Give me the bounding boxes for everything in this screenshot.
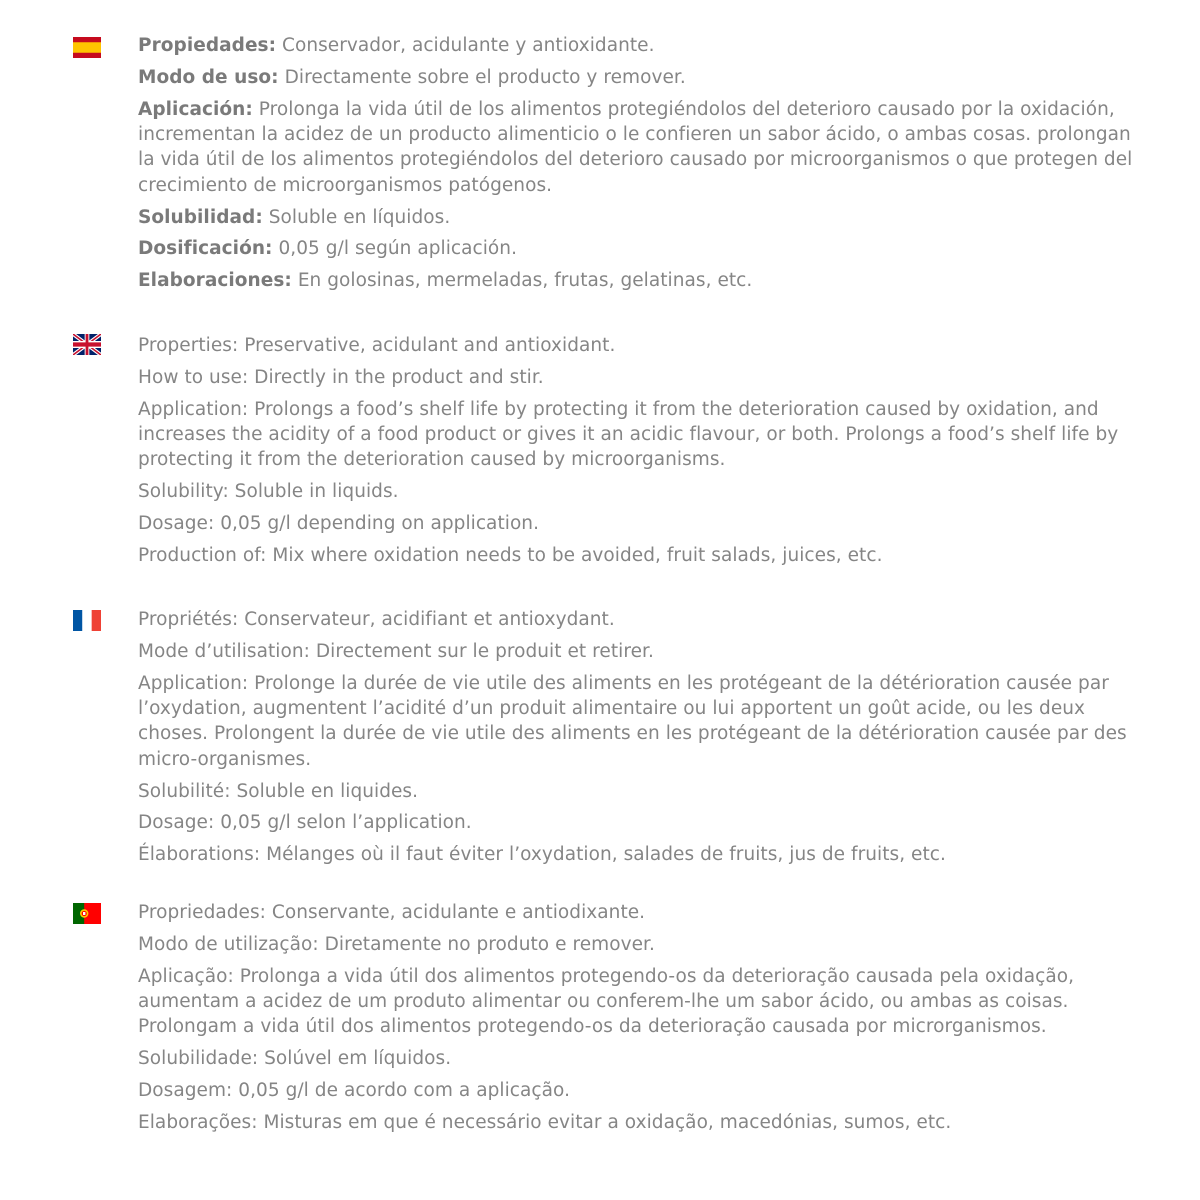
- list-item: [138, 479, 1138, 504]
- list-item: [138, 932, 1138, 957]
- production-value: En golosinas, mermeladas, frutas, gelatinas, etc.: [297, 270, 753, 292]
- dosage-label: Dosage:: [138, 513, 215, 535]
- application-label: Application:: [138, 398, 249, 420]
- property-value: Preservative, acidulant and antioxidant.: [244, 335, 616, 356]
- production-label: Production of:: [138, 545, 267, 567]
- portugal-flag-icon: [73, 903, 101, 924]
- property-value: Conservador, acidulante y antioxidante.: [282, 35, 655, 56]
- production-value: Misturas em que é necessário evitar a oxidação, macedónias, sumos, etc.: [263, 1112, 952, 1134]
- french-text-block: [138, 607, 1138, 874]
- application-value: Prolongs a food’s shelf life by protecting it from the deterioration caused by oxidation, and increases the acidity of a food product or gives it an acidic flavour, or both. Prolongs a food’s shelf life by protecting it from the deterioration caused by microorganisms.: [138, 398, 1119, 471]
- application-label: Aplicación:: [138, 98, 253, 120]
- solubility-label: Solubility:: [138, 481, 229, 503]
- list-item: [138, 543, 1138, 568]
- list-item: [138, 33, 1138, 58]
- solubility-label: Solubilidade:: [138, 1048, 259, 1070]
- list-item: [138, 205, 1138, 230]
- spain-flag-icon: [73, 37, 101, 58]
- list-item: [138, 365, 1138, 390]
- production-label: Élaborations:: [138, 844, 261, 866]
- list-item: [138, 65, 1138, 90]
- list-item: [138, 964, 1138, 1040]
- usage-value: Directamente sobre el producto y remover.: [284, 66, 686, 88]
- property-value: Conservateur, acidifiant et antioxydant.: [244, 609, 615, 630]
- application-label: Aplicação:: [138, 965, 234, 987]
- list-item: [138, 671, 1138, 772]
- solubility-value: Solúvel em líquidos.: [264, 1048, 452, 1070]
- dosage-label: Dosagem:: [138, 1080, 233, 1102]
- list-item: [138, 1078, 1138, 1103]
- usage-label: Mode d’utilisation:: [138, 640, 310, 662]
- solubility-value: Soluble en líquidos.: [268, 206, 451, 228]
- english-text-block: [138, 333, 1138, 575]
- usage-label: Modo de uso:: [138, 66, 279, 88]
- uk-flag-icon: [73, 334, 101, 355]
- list-item: [138, 397, 1138, 473]
- production-label: Elaborações:: [138, 1112, 258, 1134]
- portuguese-text-block: [138, 900, 1138, 1142]
- dosage-value: 0,05 g/l depending on application.: [220, 513, 540, 535]
- property-label: Propiedades:: [138, 35, 277, 56]
- france-flag-icon: [73, 610, 101, 631]
- property-label: Propriétés:: [138, 609, 239, 630]
- dosage-label: Dosage:: [138, 812, 215, 834]
- list-item: [138, 97, 1138, 198]
- list-item: [138, 607, 1138, 632]
- list-item: [138, 511, 1138, 536]
- production-value: Mélanges où il faut éviter l’oxydation, salades de fruits, jus de fruits, etc.: [266, 844, 946, 866]
- usage-value: Directement sur le produit et retirer.: [315, 640, 654, 662]
- list-item: [138, 779, 1138, 804]
- usage-label: Modo de utilização:: [138, 933, 319, 955]
- list-item: [138, 810, 1138, 835]
- usage-value: Directly in the product and stir.: [254, 366, 544, 388]
- property-label: Properties:: [138, 335, 239, 356]
- list-item: [138, 842, 1138, 867]
- production-value: Mix where oxidation needs to be avoided, fruit salads, juices, etc.: [272, 545, 883, 567]
- dosage-label: Dosificación:: [138, 238, 273, 260]
- usage-value: Diretamente no produto e remover.: [324, 933, 655, 955]
- list-item: [138, 1110, 1138, 1135]
- spanish-text-block: [138, 33, 1138, 300]
- solubility-value: Soluble en liquides.: [236, 780, 419, 802]
- solubility-label: Solubilité:: [138, 780, 231, 802]
- application-value: Prolonge la durée de vie utile des aliments en les protégeant de la détérioration causée par l’oxydation, augmentent l’acidité d’un produit alimentaire ou lui apportent un goût acide, ou les deux choses. Prolongent la durée de vie utile des aliments en les protégeant de la détérioration causée par des micro-organismes.: [138, 672, 1127, 770]
- list-item: [138, 639, 1138, 664]
- application-value: Prolonga la vida útil de los alimentos protegiéndolos del deterioro causado por la oxidación, incrementan la acidez de un producto alimenticio o le confieren un sabor ácido, o ambas cosas. prolongan la vida útil de los alimentos protegiéndolos del deterioro causado por microorganismos o que protegen del crecimiento de microorganismos patógenos.: [138, 98, 1133, 196]
- list-item: [138, 1046, 1138, 1071]
- usage-label: How to use:: [138, 366, 249, 388]
- production-label: Elaboraciones:: [138, 270, 292, 292]
- list-item: [138, 268, 1138, 293]
- application-label: Application:: [138, 672, 249, 694]
- dosage-value: 0,05 g/l de acordo com a aplicação.: [238, 1080, 570, 1102]
- solubility-label: Solubilidad:: [138, 206, 263, 228]
- solubility-value: Soluble in liquids.: [234, 481, 399, 503]
- property-label: Propriedades:: [138, 902, 266, 923]
- dosage-value: 0,05 g/l según aplicación.: [278, 238, 518, 260]
- application-value: Prolonga a vida útil dos alimentos protegendo-os da deterioração causada pela oxidação, aumentam a acidez de um produto alimentar ou conferem-lhe um sabor ácido, ou ambas as coisas. Prolongam a vida útil dos alimentos protegendo-os da deterioração causada por microrganismos.: [138, 965, 1075, 1038]
- list-item: [138, 236, 1138, 261]
- property-value: Conservante, acidulante e antiodixante.: [271, 902, 646, 923]
- dosage-value: 0,05 g/l selon l’application.: [220, 812, 472, 834]
- list-item: [138, 333, 1138, 358]
- list-item: [138, 900, 1138, 925]
